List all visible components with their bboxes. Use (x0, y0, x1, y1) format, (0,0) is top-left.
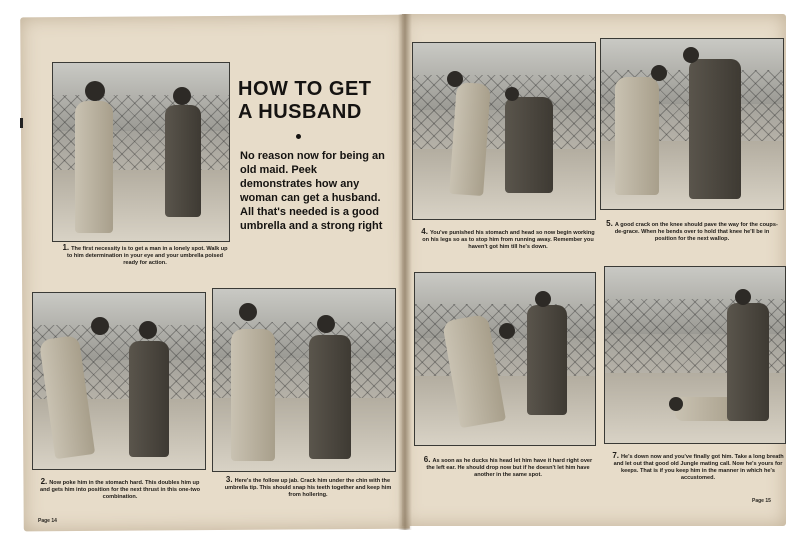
page-edge-mark (20, 118, 23, 128)
caption-2 (36, 478, 204, 501)
photo-6 (414, 272, 596, 446)
caption-6-text: As soon as he ducks his head let him have it hard right over the left ear. He should drop now but if he doesn't let him have another in the same spot. (426, 458, 593, 478)
title-bullet (296, 134, 301, 139)
caption-3-text: Here's the follow up jab. Crack him under the chin with the umbrella tip. This should snap his teeth together and keep him from hollering. (224, 478, 392, 498)
caption-3 (222, 476, 394, 499)
photo-4 (412, 42, 596, 220)
page-gutter (398, 14, 412, 530)
article-intro: No reason now for being an old maid. Peek demonstrates how any woman can get a husband. All that's needed is a good umbrella and a strong right (240, 150, 385, 232)
page-number-right: Page 15 (752, 498, 771, 504)
title-line-2: A HUSBAND (238, 101, 362, 123)
title-line-1: HOW TO GET (238, 78, 372, 100)
caption-2-text: Now poke him in the stomach hard. This doubles him up and gets him into position for the next thrust in this one-two combination. (39, 480, 201, 500)
caption-6 (420, 456, 596, 479)
article-title (238, 78, 388, 124)
caption-5 (606, 220, 778, 243)
photo-2 (32, 292, 206, 470)
caption-4-text: You've punished his stomach and head so now begin working on his legs so as to stop him from running away. Remember you haven't got him till he's down. (422, 230, 595, 250)
caption-4 (420, 228, 596, 251)
caption-1-number: 1. (62, 243, 70, 252)
caption-6-number: 6. (423, 455, 431, 464)
photo-1 (52, 62, 230, 242)
caption-4-number: 4. (421, 227, 428, 236)
caption-1-text: The first necessity is to get a man in a lonely spot. Walk up to him determination in your eye and your umbrella poised ready for action. (66, 246, 228, 266)
caption-3-number: 3. (225, 475, 233, 484)
caption-5-text: A good crack on the knee should pave the way for the coups-de-grace. When he bends over to hold that knee he'll be in position for the next wallop. (614, 222, 778, 242)
caption-7-text: He's down now and you've finally got him. Take a long breath and let out that good old Jungle mating call. Now he's yours for keeps. That is if you keep him in the manner in which he's accustomed. (613, 454, 784, 481)
photo-7 (604, 266, 786, 444)
photo-5 (600, 38, 784, 210)
caption-7 (612, 452, 784, 482)
caption-7-number: 7. (612, 451, 620, 460)
photo-3 (212, 288, 396, 472)
page-number-left: Page 14 (38, 518, 57, 524)
caption-2-number: 2. (40, 477, 48, 486)
caption-1 (60, 244, 230, 267)
caption-5-number: 5. (606, 219, 613, 228)
